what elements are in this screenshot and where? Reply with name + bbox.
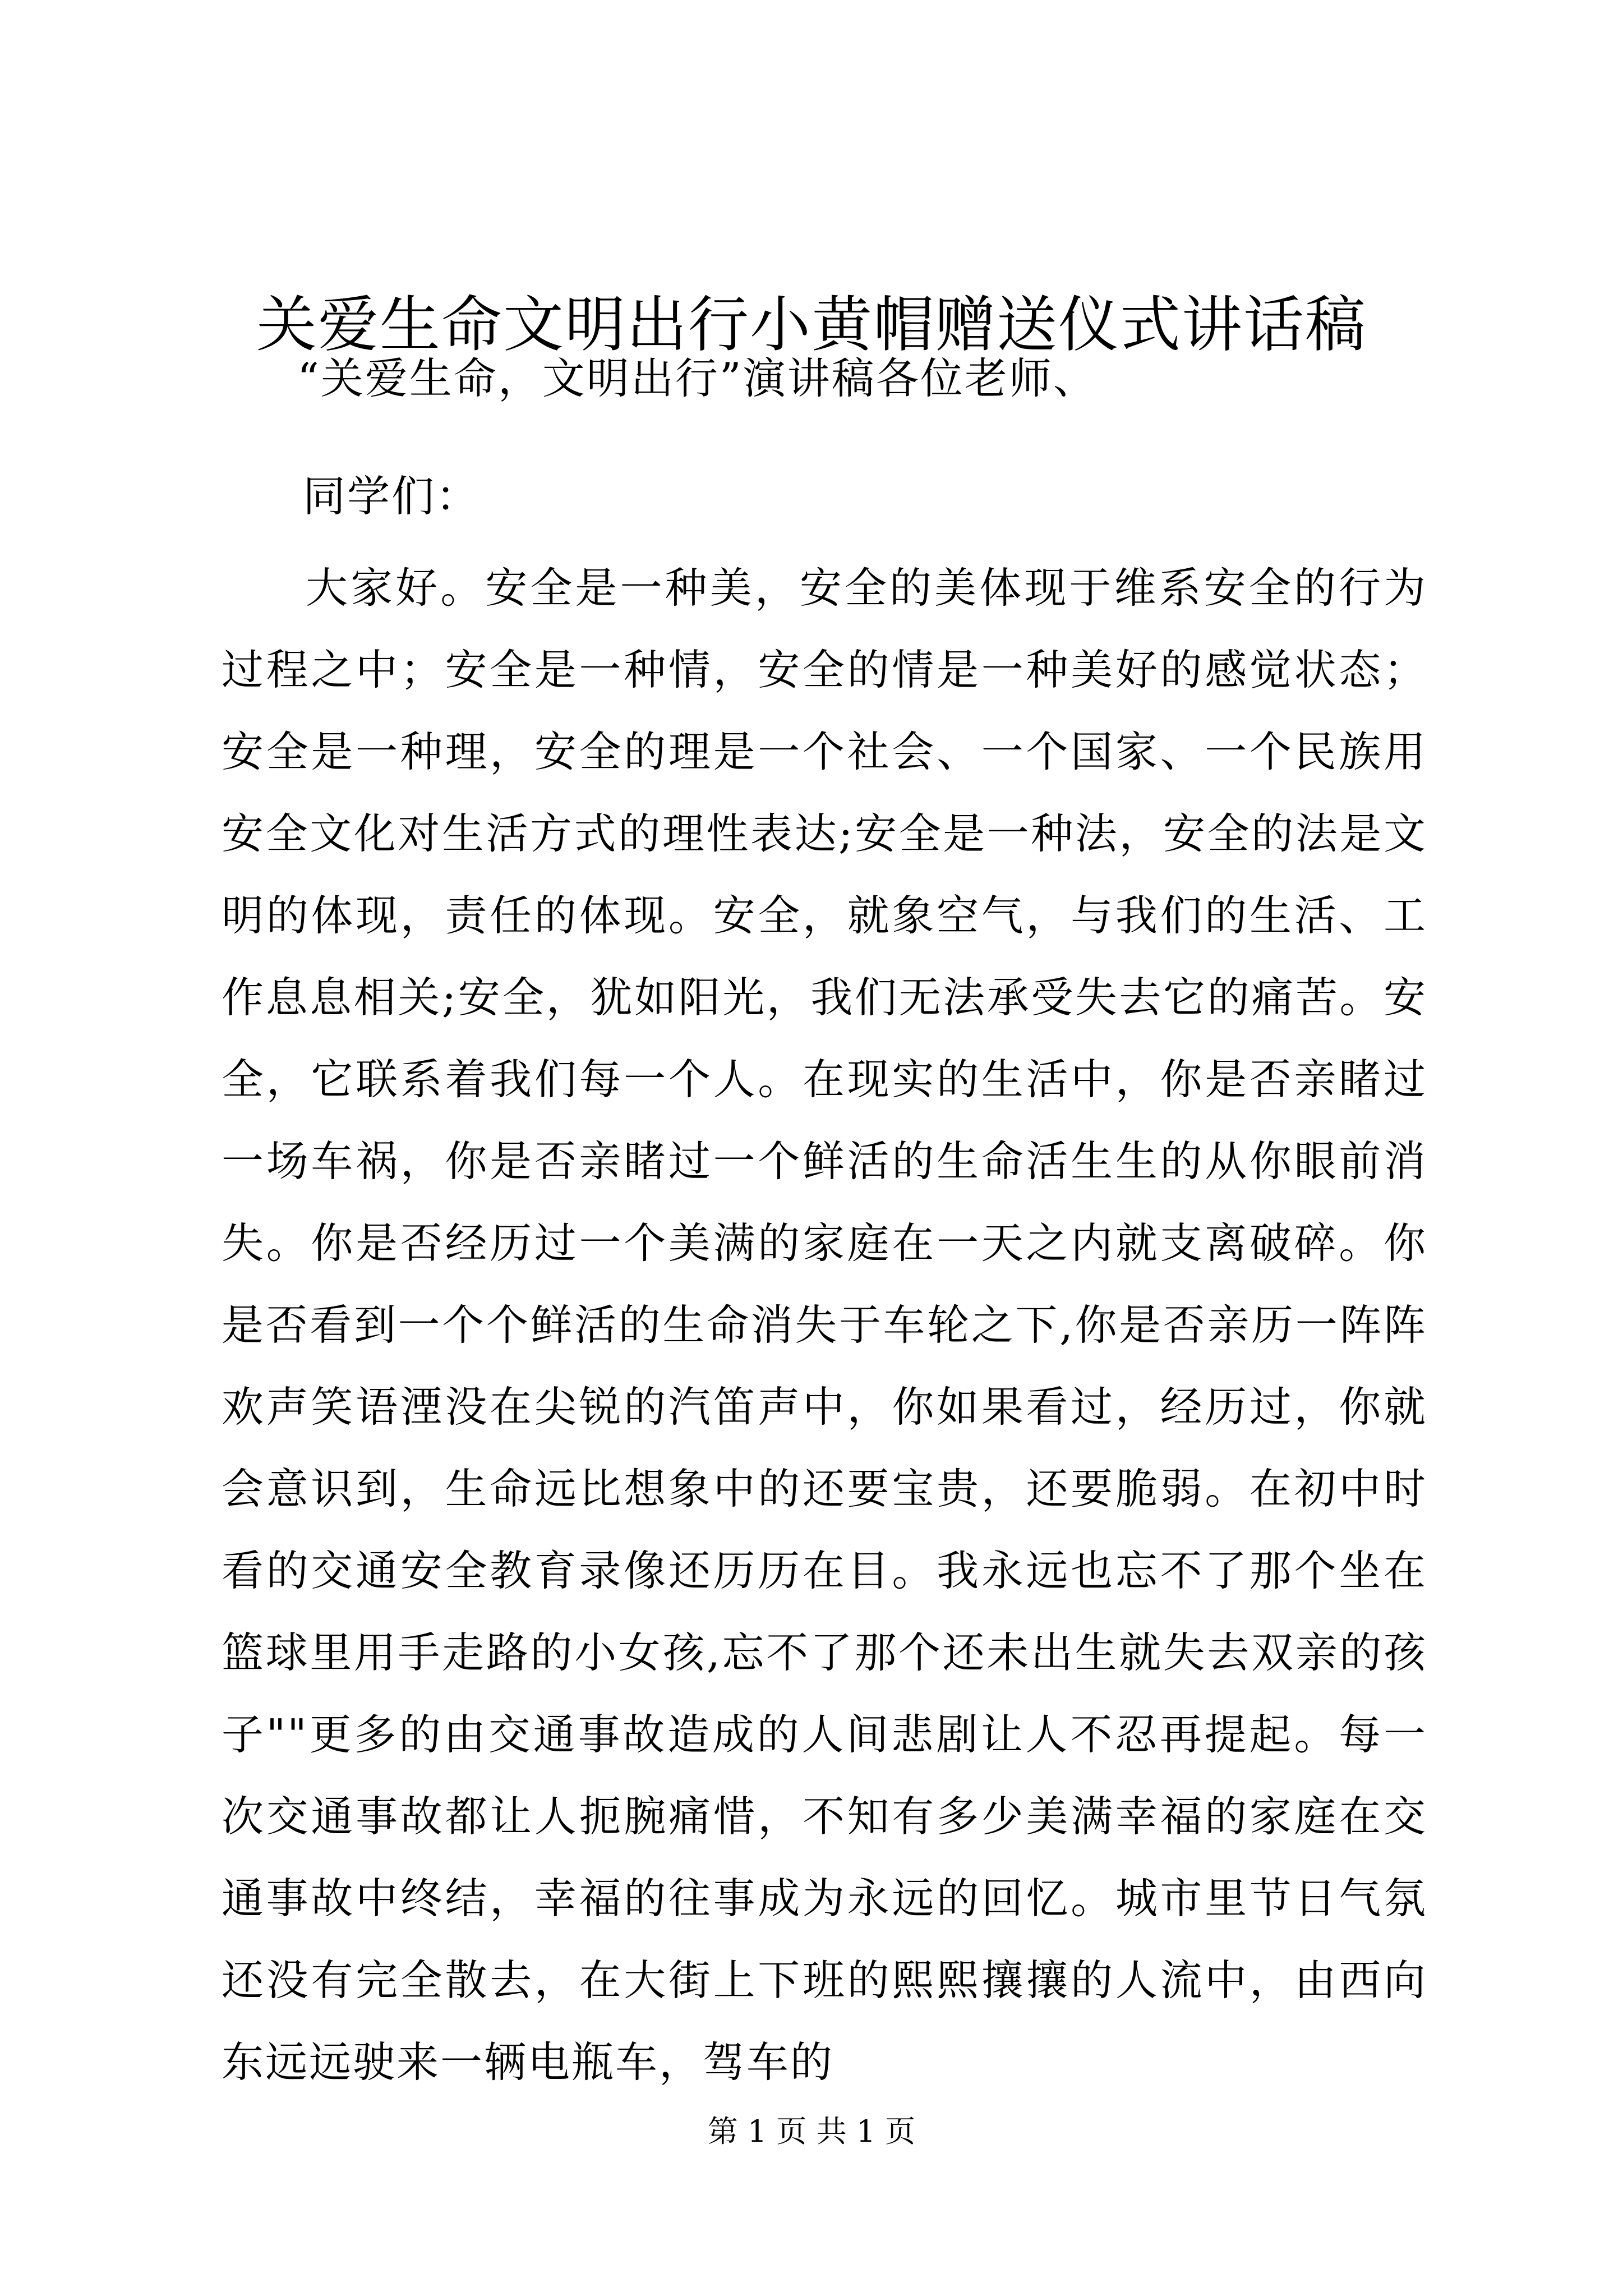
- page-footer: 第 1 页 共 1 页: [707, 2114, 916, 2149]
- salutation: 同学们：: [303, 471, 480, 521]
- body-paragraph: 大家好。安全是一种美，安全的美体现于维系安全的行为过程之中；安全是一种情，安全的情是一种美好的感觉状态；安全是一种理，安全的理是一个社会、一个国家、一个民族用安全文化对生活方式的理性表达;安全是一种法，安全的法是文明的体现，责任的体现。安全，就象空气，与我们的生活、工作息息相关;安全，犹如阳光，我们无法承受失去它的痛苦。安全，它联系着我们每一个人。在现实的生活中，你是否亲睹过一场车祸，你是否亲睹过一个鲜活的生命活生生的从你眼前消失。你是否经历过一个美满的家庭在一天之内就支离破碎。你是否看到一个个鲜活的生命消失于车轮之下,你是否亲历一阵阵欢声笑语湮没在尖锐的汽笛声中，你如果看过，经历过，你就会意识到，生命远比想象中的还要宝贵，还要脆弱。在初中时看的交通安全教育录像还历历在目。我永远也忘不了那个坐在篮球里用手走路的小女孩,忘不了那个还未出生就失去双亲的孩子""更多的由交通事故造成的人间悲剧让人不忍再提起。每一次交通事故都让人扼腕痛惜，不知有多少美满幸福的家庭在交通事故中终结，幸福的往事成为永远的回忆。城市里节日气氛还没有完全散去，在大街上下班的熙熙攘攘的人流中，由西向东远远驶来一辆电瓶车，驾车的: [222, 563, 1427, 2087]
- page-title: 关爱生命文明出行小黄帽赠送仪式讲话稿: [256, 290, 1367, 360]
- speech-heading-line: “关爱生命，文明出行”演讲稿各位老师、: [297, 353, 1098, 403]
